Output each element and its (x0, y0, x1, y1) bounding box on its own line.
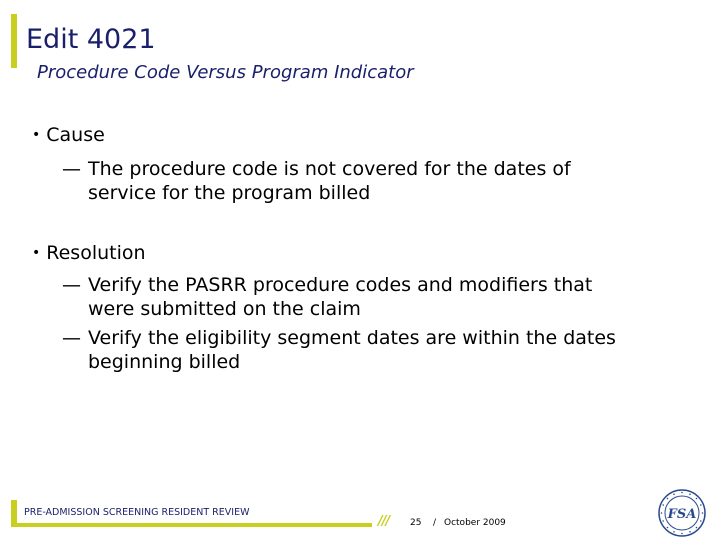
bullet-cause (32, 124, 105, 146)
sub-item (62, 157, 622, 205)
sub-item-text: The procedure code is not covered for the dates of service for the program billed (88, 158, 571, 204)
sub-item-text: Verify the PASRR procedure codes and modifiers that were submitted on the claim (88, 274, 593, 320)
fsa-seal-logo (657, 488, 707, 538)
sub-item (62, 326, 622, 374)
footer-date: October 2009 (444, 518, 506, 528)
footer-separator: / (433, 518, 437, 528)
footer-program-name: PRE-ADMISSION SCREENING RESIDENT REVIEW (24, 507, 250, 518)
bullet-label: Resolution (46, 242, 146, 264)
slide-title: Edit 4021 (26, 24, 156, 55)
footer-slashes: /// (378, 514, 390, 529)
title-accent-bar (11, 14, 17, 68)
bullet-resolution (32, 242, 146, 264)
page-number: 25 (410, 518, 422, 528)
dash-icon: — (62, 327, 81, 349)
sub-item (62, 273, 622, 321)
slide-subtitle: Procedure Code Versus Program Indicator (37, 62, 414, 83)
sub-item-text: Verify the eligibility segment dates are within the dates beginning billed (88, 327, 616, 373)
footer-rule (17, 523, 372, 527)
bullet-dot-icon: • (32, 127, 41, 143)
dash-icon: — (62, 158, 81, 180)
seal-text: FSA (667, 507, 697, 522)
dash-icon: — (62, 274, 81, 296)
bullet-label: Cause (46, 124, 105, 146)
bullet-dot-icon: • (32, 245, 41, 261)
